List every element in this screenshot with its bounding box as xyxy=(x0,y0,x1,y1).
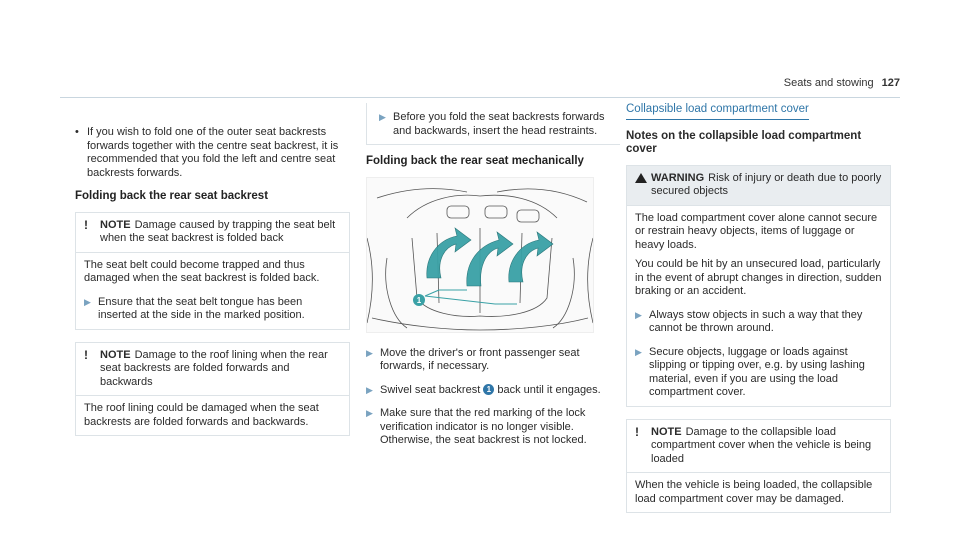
heading-folding-mechanically: Folding back the rear seat mechanically xyxy=(366,155,584,167)
sub-title: Notes on the collapsible load compartment cover xyxy=(626,129,862,155)
warning-text: You could be hit by an unsecured load, particularly in the event of abrupt changes in direction, sudden braking or an accident. xyxy=(635,258,882,297)
instruction-box xyxy=(366,103,620,145)
instruction-step xyxy=(366,407,620,448)
column-middle xyxy=(366,103,620,448)
note-box-cover xyxy=(626,419,891,514)
step-text: Make sure that the red marking of the lock verification indicator is no longer visible. Otherwise, the seat backrest is not locked. xyxy=(380,407,587,446)
seat-illustration xyxy=(366,177,594,333)
notice-icon: ! xyxy=(635,424,639,439)
notice-icon: ! xyxy=(84,217,88,232)
instruction-step xyxy=(366,347,620,374)
note-header xyxy=(76,213,349,252)
note-body xyxy=(627,472,890,512)
step-text: Ensure that the seat belt tongue has been inserted at the side in the marked position. xyxy=(98,295,305,321)
warning-text: The load compartment cover alone cannot secure or restrain heavy objects, items of luggage or heavy loads. xyxy=(635,211,878,251)
warning-label: WARNING xyxy=(651,171,705,184)
note-label: NOTE xyxy=(651,425,682,438)
note-label: NOTE xyxy=(100,218,131,231)
note-title: Damage to the roof lining when the rear seat backrests are folded forwards and backwards xyxy=(100,348,328,388)
play-arrow-icon: ▶ xyxy=(366,347,373,358)
heading-folding-back: Folding back the rear seat backrest xyxy=(75,190,269,202)
play-arrow-icon: ▶ xyxy=(84,296,91,307)
bullet-text: If you wish to fold one of the outer seat backrests forwards together with the centre seat backrest, it is recommended that you fold the left and centre seat backrests forwards. xyxy=(87,126,339,179)
page-number: 127 xyxy=(881,77,900,89)
seat-illustration-svg xyxy=(367,178,593,332)
instruction-step xyxy=(635,309,882,336)
note-header xyxy=(627,420,890,473)
play-arrow-icon: ▶ xyxy=(366,408,373,418)
callout-badge: 1 xyxy=(483,384,494,395)
step-text: back until it engages. xyxy=(497,383,601,396)
fold-arrows xyxy=(427,228,553,286)
note-label: NOTE xyxy=(100,348,131,361)
instruction-step xyxy=(635,346,882,400)
warning-body xyxy=(627,205,890,406)
play-arrow-icon: ▶ xyxy=(635,346,642,357)
warning-triangle-icon xyxy=(635,172,651,199)
note-box-seatbelt xyxy=(75,212,350,330)
warning-box xyxy=(626,165,891,407)
notice-icon: ! xyxy=(84,347,88,362)
note-text: When the vehicle is being loaded, the collapsible load compartment cover may be damaged. xyxy=(635,479,873,505)
note-text: The roof lining could be damaged when the seat backrests are folded forwards and backwards. xyxy=(84,402,319,428)
note-box-roof xyxy=(75,342,350,437)
step-text: Before you fold the seat backrests forwards and backwards, insert the head restraints. xyxy=(393,111,605,137)
note-body xyxy=(76,252,349,329)
page-header xyxy=(784,77,900,91)
step-text: Swivel seat backrest xyxy=(380,383,481,396)
note-text: The seat belt could become trapped and thus damaged when the seat backrest is folded back. xyxy=(84,258,320,284)
step-text: Secure objects, luggage or loads against slipping or tipping over, e.g. by using lashing material, even if you are using the load compartment cover. xyxy=(649,345,865,398)
play-arrow-icon: ▶ xyxy=(379,112,386,122)
note-body xyxy=(76,395,349,435)
step-text: Move the driver's or front passenger seat forwards, if necessary. xyxy=(380,346,580,372)
warning-header xyxy=(627,166,890,205)
column-right xyxy=(626,103,891,513)
note-header xyxy=(76,343,349,396)
instruction-step xyxy=(84,296,341,323)
column-left xyxy=(75,126,350,436)
instruction-step xyxy=(379,103,620,138)
callout-number: 1 xyxy=(416,295,422,305)
header-rule xyxy=(60,97,900,98)
instruction-step xyxy=(366,384,620,398)
play-arrow-icon: ▶ xyxy=(366,384,373,395)
header-title: Seats and stowing xyxy=(783,77,874,89)
bullet-dot-icon: • xyxy=(75,126,79,138)
note-title: Damage caused by trapping the seat belt when the seat backrest is folded back xyxy=(100,218,336,244)
step-text: Always stow objects in such a way that they cannot be thrown around. xyxy=(649,308,863,334)
note-title: Damage to the collapsible load compartment cover when the vehicle is being loaded xyxy=(651,425,872,465)
section-title: Collapsible load compartment cover xyxy=(626,103,809,120)
warning-title: Risk of injury or death due to poorly secured objects xyxy=(651,171,882,197)
bullet-item xyxy=(75,126,350,180)
play-arrow-icon: ▶ xyxy=(635,309,642,320)
